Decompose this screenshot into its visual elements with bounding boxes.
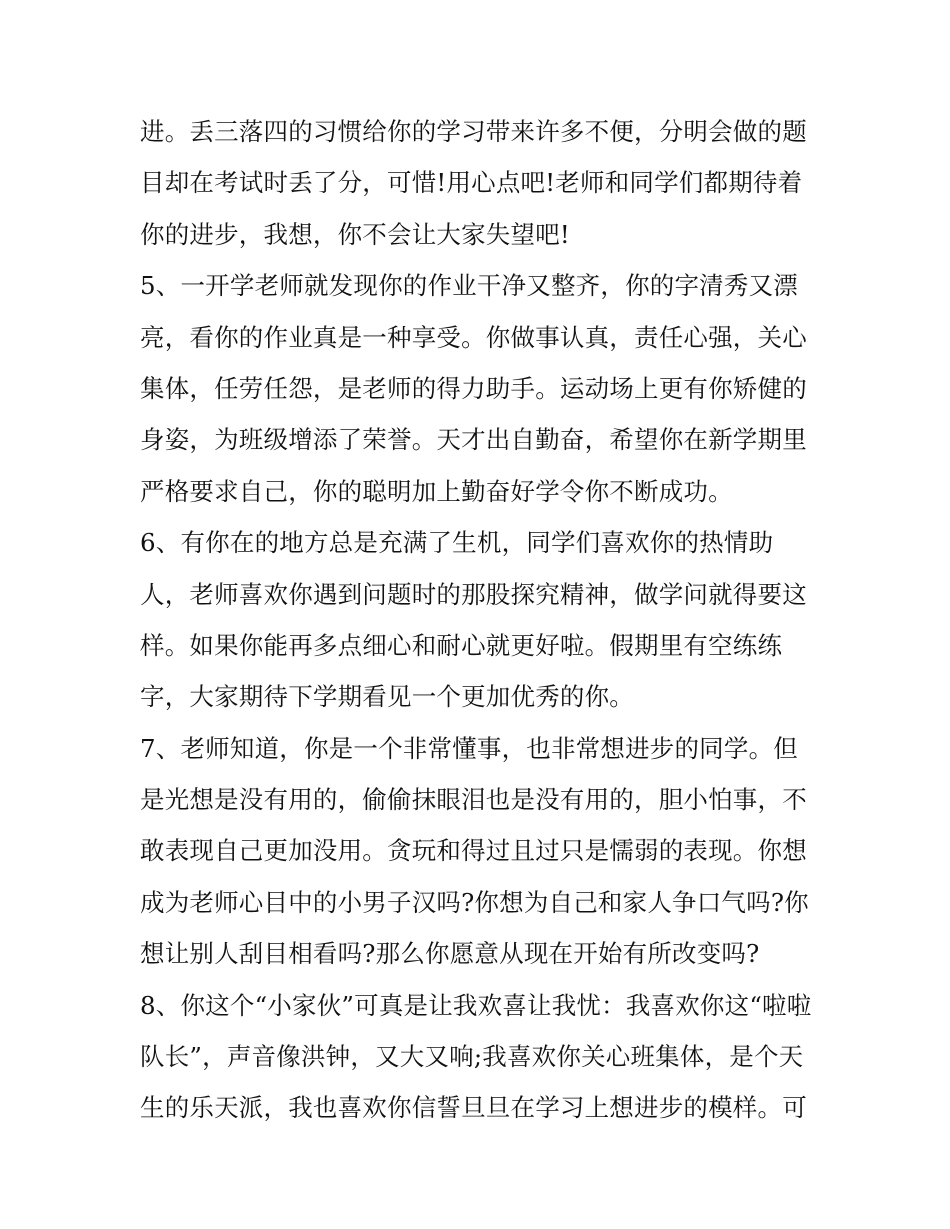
text-line: 6、有你在的地方总是充满了生机，同学们喜欢你的热情助	[140, 528, 774, 558]
text-line: 亮，看你的作业真是一种享受。你做事认真，责任心强，关心	[140, 322, 807, 352]
text-line: 队长”，声音像洪钟，又大又响;我喜欢你关心班集体，是个天	[140, 1042, 804, 1072]
text-line: 集体，任劳任怨，是老师的得力助手。运动场上更有你矫健的	[140, 373, 807, 403]
text-line: 是光想是没有用的，偷偷抹眼泪也是没有用的，胆小怕事，不	[140, 785, 807, 815]
text-line: 字，大家期待下学期看见一个更加优秀的你。	[140, 682, 634, 712]
text-line: 你的进步，我想，你不会让大家失望吧!	[140, 219, 570, 249]
text-line: 人，老师喜欢你遇到问题时的那股探究精神，做学问就得要这	[140, 579, 807, 609]
text-line: 7、老师知道，你是一个非常懂事，也非常想进步的同学。但	[140, 733, 798, 763]
text-line: 目却在考试时丢了分，可惜!用心点吧!老师和同学们都期待着	[140, 168, 803, 198]
document-body	[140, 106, 820, 1134]
text-line: 身姿，为班级增添了荣誉。天才出自勤奋，希望你在新学期里	[140, 425, 807, 455]
text-line: 严格要求自己，你的聪明加上勤奋好学令你不断成功。	[140, 476, 733, 506]
text-line: 生的乐天派，我也喜欢你信誓旦旦在学习上想进步的模样。可	[140, 1093, 807, 1123]
text-line: 成为老师心目中的小男子汉吗?你想为自己和家人争口气吗?你	[140, 887, 809, 917]
text-line: 5、一开学老师就发现你的作业干净又整齐，你的字清秀又漂	[140, 271, 798, 301]
text-line: 进。丢三落四的习惯给你的学习带来许多不便，分明会做的题	[140, 117, 807, 146]
text-line: 想让别人刮目相看吗?那么你愿意从现在开始有所改变吗?	[140, 939, 760, 969]
text-line: 敢表现自己更加没用。贪玩和得过且过只是懦弱的表现。你想	[140, 836, 807, 866]
text-line: 样。如果你能再多点细心和耐心就更好啦。假期里有空练练	[140, 630, 783, 660]
text-line: 8、你这个“小家伙”可真是让我欢喜让我忧：我喜欢你这“啦啦	[140, 990, 812, 1020]
